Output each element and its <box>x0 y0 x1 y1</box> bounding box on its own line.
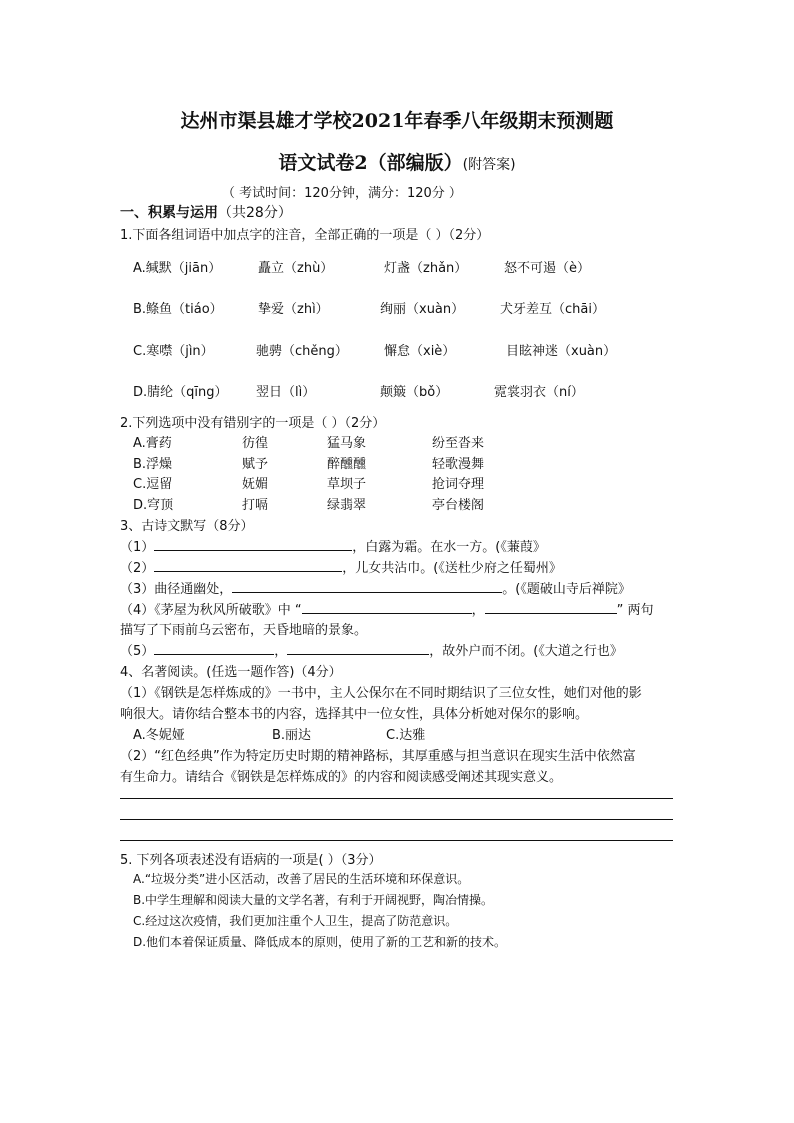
q2-cell: B.浮燥 <box>133 457 173 472</box>
q5-option-b: B.中学生理解和阅读大量的文学名著，有利于开阔视野，陶冶情操。 <box>133 893 494 907</box>
q1-cell: 霓裳羽衣（ní） <box>494 385 584 400</box>
answer-blank[interactable] <box>302 601 472 614</box>
q1-cell: A.缄默（jiān） <box>133 261 222 276</box>
q4-part-1-line: 响很大。请你结合整本书的内容，选择其中一位女性，具体分析她对保尔的影响。 <box>120 707 589 722</box>
q3-item-4-cont: 描写了下雨前乌云密布，天昏地暗的景象。 <box>120 623 368 638</box>
answer-blank[interactable] <box>154 642 274 655</box>
q3-item-5-mid: ， <box>274 644 288 659</box>
q2-cell: 轻歌漫舞 <box>432 457 485 472</box>
q1-cell: 犬牙差互（chāi） <box>500 302 605 317</box>
q1-cell: 怒不可遏（è） <box>504 261 590 276</box>
q1-cell: B.鲦鱼（tiáo） <box>133 302 223 317</box>
q1-cell: 挚爱（zhì） <box>258 302 329 317</box>
q2-cell: A.膏药 <box>133 436 172 451</box>
q3-item-2-prefix: （2） <box>120 561 155 576</box>
answer-line[interactable] <box>120 819 673 820</box>
answer-blank[interactable] <box>232 580 502 593</box>
question-5-stem: 5. 下列各项表述没有语病的一项是( ）（3分） <box>120 853 382 868</box>
q1-cell: 绚丽（xuàn） <box>380 302 465 317</box>
question-3-stem: 3、古诗文默写（8分） <box>120 519 254 534</box>
q3-item-1 <box>120 536 546 555</box>
q3-item-4-suffix: ” 两句 <box>616 603 654 618</box>
q2-cell: 醉醺醺 <box>327 457 367 472</box>
q1-cell: 颠簸（bǒ） <box>380 385 449 400</box>
subtitle-text: 语文试卷2（部编版） <box>278 152 463 174</box>
answer-line[interactable] <box>120 798 673 799</box>
answer-blank[interactable] <box>485 601 617 614</box>
answer-line[interactable] <box>120 840 673 841</box>
q2-cell: 打嗝 <box>242 498 269 513</box>
q3-item-2 <box>120 557 562 576</box>
q3-item-5-suffix: ，故外户而不闭。(《大道之行也》 <box>429 644 623 659</box>
answer-blank[interactable] <box>154 538 352 551</box>
q2-cell: 草坝子 <box>327 477 367 492</box>
exam-info: （ 考试时间：120分钟，满分：120分 ） <box>222 186 462 201</box>
q1-cell: 懈怠（xiè） <box>384 344 456 359</box>
q2-cell: 妩媚 <box>242 477 269 492</box>
q4-part-2-line: （2）“红色经典”作为特定历史时期的精神路标，其厚重感与担当意识在现实生活中依然富 <box>120 749 636 764</box>
answer-blank[interactable] <box>154 559 342 572</box>
q3-item-3 <box>120 578 631 597</box>
q2-cell: 赋予 <box>242 457 269 472</box>
q3-item-1-suffix: ，白露为霜。在水一方。(《蒹葭》 <box>352 540 546 555</box>
q2-cell: 猛马象 <box>327 436 367 451</box>
q1-cell: 翌日（lì） <box>256 385 316 400</box>
q4-part-1-line: （1）《钢铁是怎样炼成的》一书中，主人公保尔在不同时期结识了三位女性，她们对他的影 <box>120 686 642 701</box>
q4-option: C.达雅 <box>386 728 426 743</box>
q3-item-3-prefix: （3）曲径通幽处， <box>120 582 233 597</box>
section-heading <box>120 202 292 222</box>
question-4-stem: 4、名著阅读。(任选一题作答)（4分） <box>120 665 342 680</box>
q3-item-5-prefix: （5） <box>120 644 155 659</box>
q3-item-4-prefix: （4）《茅屋为秋风所破歌》中 “ <box>120 603 302 618</box>
q2-cell: 彷徨 <box>242 436 269 451</box>
q2-cell: D.穹顶 <box>133 498 174 513</box>
q4-option: B.丽达 <box>272 728 312 743</box>
q2-cell: 抢词夺理 <box>432 477 485 492</box>
q2-cell: 亭台楼阁 <box>432 498 485 513</box>
q5-option-c: C.经过这次疫情，我们更加注重个人卫生，提高了防范意识。 <box>133 914 458 928</box>
q3-item-3-suffix: 。(《题破山寺后禅院》 <box>502 582 631 597</box>
question-1-stem: 1.下面各组词语中加点字的注音，全部正确的一项是（ ）（2分） <box>120 228 490 243</box>
q1-cell: 矗立（zhù） <box>258 261 334 276</box>
q1-cell: 目眩神迷（xuàn） <box>506 344 617 359</box>
section-heading-note: （共28分） <box>218 205 292 221</box>
q3-item-1-prefix: （1） <box>120 540 155 555</box>
q1-cell: 灯盏（zhǎn） <box>384 261 468 276</box>
q3-item-4-mid: ， <box>471 603 485 618</box>
exam-title: 达州市渠县雄才学校2021年春季八年级期末预测题 <box>180 110 614 132</box>
exam-subtitle <box>0 148 794 175</box>
q5-option-d: D.他们本着保证质量、降低成本的原则，使用了新的工艺和新的技术。 <box>133 935 507 949</box>
q2-cell: 纷至沓来 <box>432 436 485 451</box>
subtitle-note: (附答案) <box>462 157 516 173</box>
q4-part-2-line: 有生命力。请结合《钢铁是怎样炼成的》的内容和阅读感受阐述其现实意义。 <box>120 770 563 785</box>
q3-item-2-suffix: ，儿女共沾巾。(《送杜少府之任蜀州》 <box>342 561 562 576</box>
q1-cell: D.腈纶（qīng） <box>133 385 228 400</box>
q3-item-5 <box>120 640 623 659</box>
answer-blank[interactable] <box>287 642 429 655</box>
section-heading-text: 一、积累与运用 <box>120 205 218 221</box>
q2-cell: C.逗留 <box>133 477 173 492</box>
question-2-stem: 2.下列选项中没有错别字的一项是（ ）（2分） <box>120 416 386 431</box>
q3-item-4 <box>120 599 654 618</box>
q1-cell: C.寒噤（jìn） <box>133 344 214 359</box>
q1-cell: 驰骋（chěng） <box>256 344 348 359</box>
q4-option: A.冬妮娅 <box>133 728 185 743</box>
q2-cell: 绿翡翠 <box>327 498 367 513</box>
q5-option-a: A.“垃圾分类”进小区活动，改善了居民的生活环境和环保意识。 <box>133 872 470 886</box>
